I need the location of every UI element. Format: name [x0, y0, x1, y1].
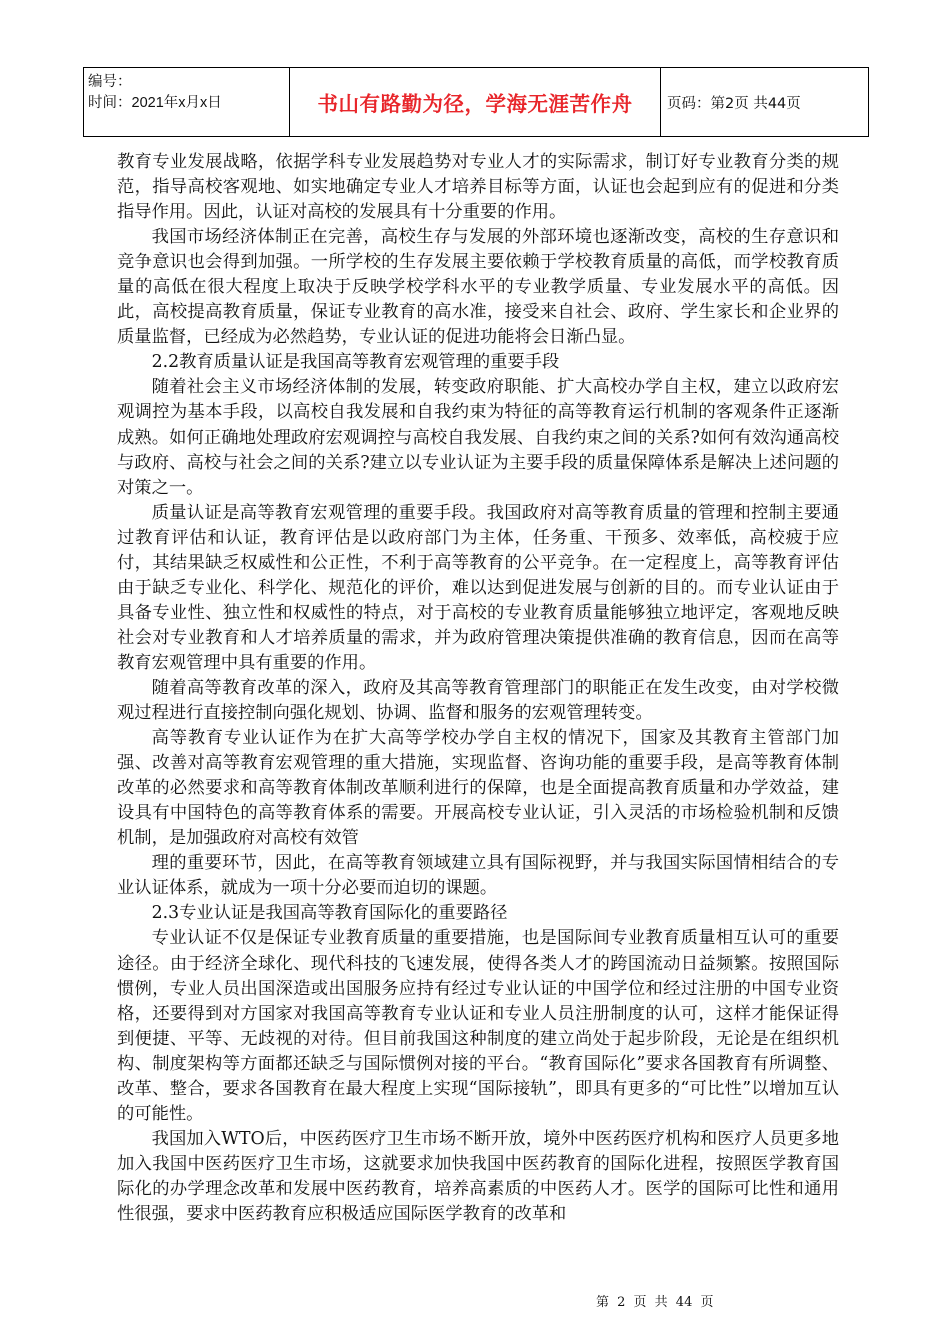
document-date: 时间：2021年x月x日: [88, 95, 222, 111]
paragraph: 我国市场经济体制正在完善，高校生存与发展的外部环境也逐渐改变，高校的生存意识和竞争意识也会得到加强。一所学校的生存发展主要依赖于学校教育质量的高低，而学校教育质量的高低在很大程度上取决于反映学校学科水平的专业教学质量、专业发展水平的高低。因此，高校提高教育质量，保证专业教育的高水准，接受来自社会、政府、学生家长和企业界的质量监督，已经成为必然趋势，专业认证的促进功能将会日渐凸显。: [117, 227, 839, 348]
section-heading: 2.2教育质量认证是我国高等教育宏观管理的重要手段: [151, 352, 560, 373]
header-page-info: 页码：第2页 共44页: [661, 68, 869, 137]
header-motto: 书山有路勤为径，学海无涯苦作舟: [290, 68, 661, 137]
paragraph: 教育专业发展战略，依据学科专业发展趋势对专业人才的实际需求，制订好专业教育分类的规范，指导高校客观地、如实地确定专业人才培养目标等方面，认证也会起到应有的促进和分类指导作用。因此，认证对高校的发展具有十分重要的作用。: [117, 152, 839, 223]
paragraph: 随着高等教育改革的深入，政府及其高等教育管理部门的职能正在发生改变，由对学校微观过程进行直接控制向强化规划、协调、监督和服务的宏观管理转变。: [117, 677, 839, 724]
document-body: [117, 150, 839, 1227]
document-number-label: 编号：: [88, 74, 132, 90]
paragraph: 质量认证是高等教育宏观管理的重要手段。我国政府对高等教育质量的管理和控制主要通过教育评估和认证，教育评估是以政府部门为主体，任务重、干预多、效率低，高校疲于应付，其结果缺乏权威性和公正性，不利于高等教育的公平竞争。在一定程度上，高等教育评估由于缺乏专业化、科学化、规范化的评价，难以达到促进发展与创新的目的。而专业认证由于具备专业性、独立性和权威性的特点，对于高校的专业教育质量能够独立地评定，客观地反映社会对专业教育和人才培养质量的需求，并为政府管理决策提供准确的教育信息，因而在高等教育宏观管理中具有重要的作用。: [117, 502, 839, 673]
paragraph: 我国加入WTO后，中医药医疗卫生市场不断开放，境外中医药医疗机构和医疗人员更多地加入我国中医药医疗卫生市场，这就要求加快我国中医药教育的国际化进程，按照医学教育国际化的办学理念改革和发展中医药教育，培养高素质的中医药人才。医学的国际可比性和通用性很强，要求中医药教育应积极适应国际医学教育的改革和: [117, 1128, 839, 1224]
paragraph: 高等教育专业认证作为在扩大高等学校办学自主权的情况下，国家及其教育主管部门加强、改善对高等教育宏观管理的重大措施，实现监督、咨询功能的重要手段，是高等教育体制改革的必然要求和高等教育体制改革顺利进行的保障，也是全面提高教育质量和办学效益，建设具有中国特色的高等教育体系的需要。开展高校专业认证，引入灵活的市场检验机制和反馈机制，是加强政府对高校有效管: [117, 728, 839, 849]
paragraph: 随着社会主义市场经济体制的发展，转变政府职能、扩大高校办学自主权，建立以政府宏观调控为基本手段，以高校自我发展和自我约束为特征的高等教育运行机制的客观条件正逐渐成熟。如何正确地处理政府宏观调控与高校自我发展、自我约束之间的关系?如何有效沟通高校与政府、高校与社会之间的关系?建立以专业认证为主要手段的质量保障体系是解决上述问题的对策之一。: [117, 377, 839, 498]
paragraph: 专业认证不仅是保证专业教育质量的重要措施，也是国际间专业教育质量相互认可的重要途径。由于经济全球化、现代科技的飞速发展，使得各类人才的跨国流动日益频繁。按照国际惯例，专业人员出国深造或出国服务应持有经过专业认证的中国学位和经过注册的中国专业资格，还要得到对方国家对我国高等教育专业认证和专业人员注册制度的认可，这样才能保证得到便捷、平等、无歧视的对待。但目前我国这种制度的建立尚处于起步阶段，无论是在组织机构、制度架构等方面都还缺乏与国际惯例对接的平台。“教育国际化”要求各国教育有所调整、改革、整合，要求各国教育在最大程度上实现“国际接轨”，即具有更多的“可比性”以增加互认的可能性。: [117, 928, 839, 1124]
paragraph: 理的重要环节，因此，在高等教育领域建立具有国际视野，并与我国实际国情相结合的专业认证体系，就成为一项十分必要而迫切的课题。: [117, 853, 839, 899]
document-header: [83, 67, 869, 137]
section-heading: 2.3专业认证是我国高等教育国际化的重要路径: [151, 903, 508, 924]
page-footer: 第 2 页 共 44 页: [596, 1295, 714, 1310]
header-meta-cell: [84, 68, 290, 137]
